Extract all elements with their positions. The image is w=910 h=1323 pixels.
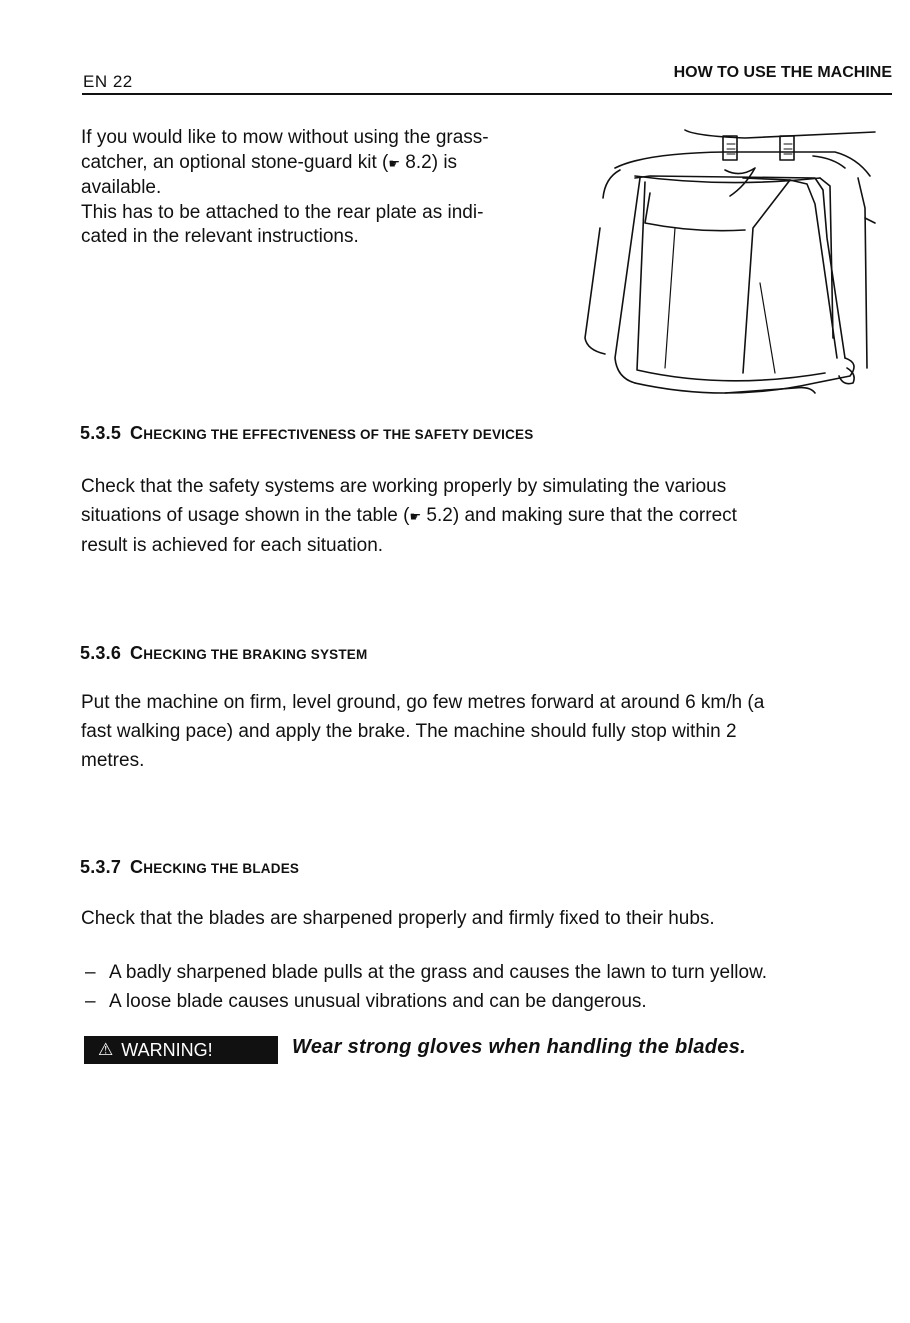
intro-line: If you would like to mow without using the grass- [81, 127, 489, 148]
section-title-initial: C [130, 423, 144, 443]
list-item [85, 987, 767, 1016]
paragraph-line [81, 501, 901, 531]
stone-guard-illustration [575, 118, 885, 418]
intro-line: cated in the relevant instructions. [81, 226, 359, 247]
section-title-text: HECKING THE BLADES [143, 861, 300, 876]
intro-line [81, 151, 581, 177]
header-divider [82, 93, 892, 95]
section-title-initial: C [130, 857, 144, 877]
section-title-initial: C [130, 643, 144, 663]
warning-badge [84, 1036, 278, 1064]
list-item-text: A badly sharpened blade pulls at the grass and causes the lawn to turn yellow. [109, 962, 768, 983]
list-dash: – [85, 962, 96, 983]
warning-text: Wear strong gloves when handling the blades. [292, 1036, 747, 1058]
section-number: 5.3.7 [80, 857, 122, 877]
list-item-text: A loose blade causes unusual vibrations and can be dangerous. [109, 991, 647, 1012]
braking-system-paragraph [81, 688, 901, 775]
section-number: 5.3.5 [80, 423, 122, 443]
section-number: 5.3.6 [80, 643, 122, 663]
section-heading-5-3-5 [80, 423, 533, 444]
intro-text: 8.2) is [400, 151, 458, 173]
paragraph-line: result is achieved for each situation. [81, 535, 384, 556]
intro-text: catcher, an optional stone-guard kit ( [81, 151, 389, 173]
blade-warnings-list [85, 958, 767, 1016]
pointing-hand-icon: ☛ [388, 155, 401, 171]
intro-line: This has to be attached to the rear plate as indi- [81, 201, 484, 223]
section-heading-5-3-6 [80, 643, 367, 664]
section-heading-5-3-7 [80, 857, 299, 878]
warning-label: WARNING! [121, 1039, 213, 1060]
intro-line: available. [81, 177, 162, 198]
section-title: HOW TO USE THE MACHINE [673, 64, 892, 81]
section-title-text: HECKING THE BRAKING SYSTEM [143, 647, 368, 662]
paragraph-line: Put the machine on firm, level ground, go few metres forward at around 6 km/h (a [81, 692, 765, 713]
paragraph-line: Check that the safety systems are working properly by simulating the various [81, 476, 727, 497]
paragraph-text: situations of usage shown in the table ( [81, 505, 410, 526]
warning-triangle-icon: ⚠ [98, 1040, 114, 1059]
paragraph-text: 5.2) and making sure that the correct [421, 505, 737, 526]
page-label: EN 22 [83, 72, 133, 91]
blades-paragraph: Check that the blades are sharpened properly and firmly fixed to their hubs. [81, 908, 715, 929]
intro-paragraph [81, 126, 581, 250]
paragraph-line: fast walking pace) and apply the brake. The machine should fully stop within 2 [81, 721, 737, 742]
list-item [85, 958, 767, 987]
section-title-text: HECKING THE EFFECTIVENESS OF THE SAFETY DEVICES [143, 427, 534, 442]
safety-devices-paragraph [81, 472, 901, 560]
paragraph-line: metres. [81, 750, 145, 771]
list-dash: – [85, 991, 96, 1012]
pointing-hand-icon: ☛ [409, 509, 422, 524]
